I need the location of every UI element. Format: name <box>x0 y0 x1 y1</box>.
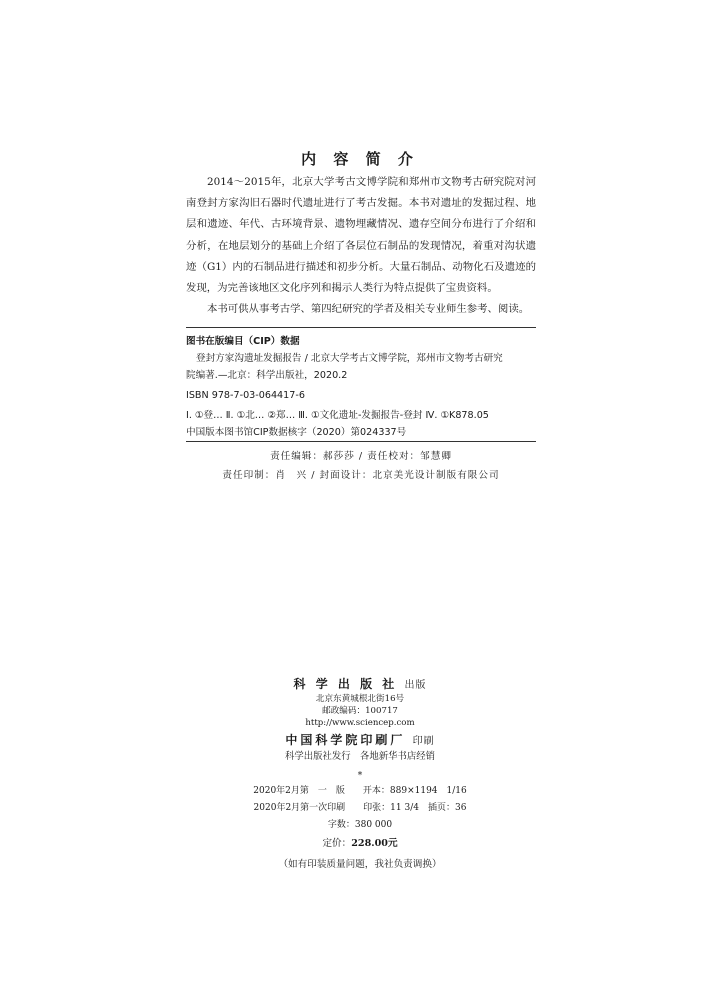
print-line: 2020年2月第一次印刷 印张：11 3/4 插页：36 <box>253 803 467 813</box>
publisher-name-line <box>230 675 490 693</box>
price-line <box>230 834 490 853</box>
publisher-block <box>230 675 490 875</box>
quality-note: （如有印装质量问题，我社负责调换） <box>278 859 442 870</box>
publisher-address: 北京东黄城根北街16号 <box>315 694 405 704</box>
summary-title: 内 容 简 介 <box>301 150 419 168</box>
printer-line <box>230 731 490 749</box>
editor-credits: 责任编辑：郝莎莎 / 责任校对：邹慧卿 <box>270 451 452 462</box>
distribution-line: 科学出版社发行 各地新华书店经销 <box>284 751 435 762</box>
separator-star: * <box>357 771 363 781</box>
cip-classification: Ⅰ. ①登… Ⅱ. ①北… ②郑… Ⅲ. ①文化遗址-发掘报告-登封 Ⅳ. ①K878.05 <box>186 410 489 421</box>
price-value: 228.00元 <box>351 838 398 849</box>
word-count: 字数：380 000 <box>327 820 393 830</box>
cip-top-rule <box>186 327 536 328</box>
summary-paragraph-1: 2014～2015年，北京大学考古文博学院和郑州市文物考古研究院对河南登封方家沟旧石器时代遗址进行了考古发掘。本书对遗址的发掘过程、地层和遗迹、年代、古环境背景、遗物埋藏情况、遗存空间分布进行了介绍和分析，在地层划分的基础上介绍了各层位石制品的发现情况，着重对沟状遗迹（G1）内的石制品进行描述和初步分析。大量石制品、动物化石及遗迹的发现，为完善该地区文化序列和揭示人类行为特点提供了宝贵资料。 <box>186 176 536 295</box>
summary-text <box>186 172 536 320</box>
cip-heading: 图书在版编目（CIP）数据 <box>186 336 300 347</box>
publisher-name: 科 学 出 版 社 <box>293 677 398 691</box>
cip-title-line-1: 登封方家沟遗址发掘报告 / 北京大学考古文博学院，郑州市文物考古研究 <box>196 353 503 364</box>
summary-paragraph-2: 本书可供从事考古学、第四纪研究的学者及相关专业师生参考、阅读。 <box>207 303 530 316</box>
publisher-website: http://www.sciencep.com <box>305 718 415 728</box>
edition-line: 2020年2月第 一 版 开本：889×1194 1/16 <box>253 786 467 796</box>
printing-credits: 责任印制：肖 兴 / 封面设计：北京美光设计制版有限公司 <box>222 470 500 481</box>
publisher-postcode: 邮政编码：100717 <box>322 706 398 716</box>
cip-bottom-rule <box>186 441 536 442</box>
publisher-name-suffix: 出版 <box>404 680 427 691</box>
cip-record-number: 中国版本图书馆CIP数据核字（2020）第024337号 <box>186 427 407 438</box>
printer-suffix: 印刷 <box>412 736 435 747</box>
cip-title-line-2: 院编著.—北京：科学出版社，2020.2 <box>186 370 348 381</box>
price-label: 定价： <box>322 838 352 849</box>
cip-block <box>186 333 536 441</box>
cip-isbn: ISBN 978-7-03-064417-6 <box>186 390 305 401</box>
printer-name: 中国科学院印刷厂 <box>285 733 406 747</box>
